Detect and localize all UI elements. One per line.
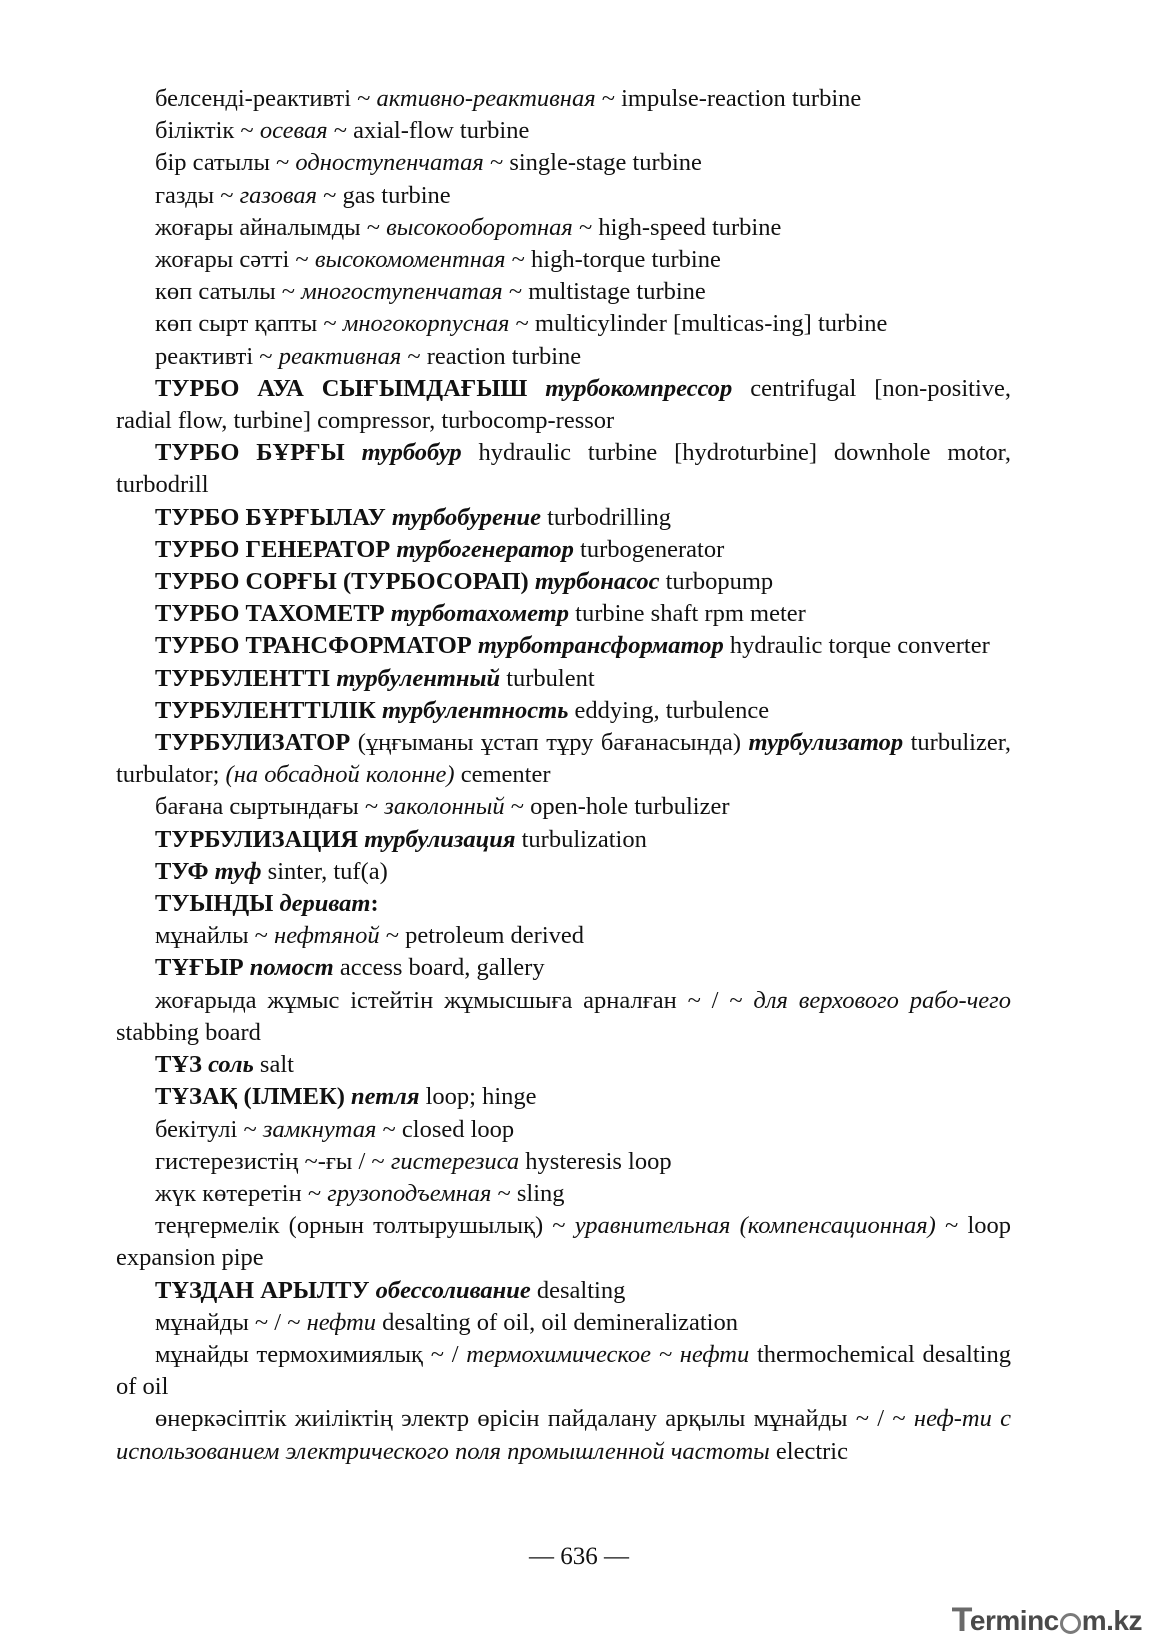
entry-text: electric [769,1437,848,1465]
entry-text: бір сатылы ~ [155,149,296,177]
entry-text: жоғары сәтті ~ [155,246,315,274]
entry-text: hysteresis loop [519,1147,672,1175]
entry-text: centrifugal [non-positive, radial flow, turbine] compressor, turbocomp-ressor [116,374,1012,435]
dictionary-entry [116,83,1011,115]
entry-text: desalting [530,1276,626,1304]
entry-russian-text: нефтяной [274,922,380,950]
entry-text: мұнайлы ~ [155,922,275,950]
dictionary-entry [116,212,1011,244]
dictionary-entry [116,1146,1011,1178]
entry-russian-term: турбулизатор [748,729,904,757]
dictionary-entry [116,147,1011,179]
entry-russian-term-wrap [391,600,569,627]
entry-russian-term-wrap [535,568,660,595]
entry-text: көп сатылы ~ [155,278,302,306]
entry-text: ~ petroleum derived [379,922,584,950]
dictionary-entry [116,437,1011,501]
entry-text: ~ multistage turbine [502,278,706,306]
entry-russian-term: турбулентный [336,664,501,692]
entry-russian-term-wrap [545,375,732,402]
entry-russian-text: для верхового рабо-чего [753,986,1011,1014]
entry-russian-text: высокооборотная [386,213,573,241]
dictionary-entry [116,1339,1011,1403]
entry-text: өнеркәсіптік жиіліктің электр өрісін пайдалану арқылы мұнайды ~ / ~ [155,1405,914,1433]
entry-russian-text: уравнительная (компенсационная) [574,1212,936,1240]
dictionary-entry [116,598,1011,630]
entry-russian-term: турботахометр [390,600,570,628]
entry-text: desalting of oil, oil demineralization [376,1308,738,1336]
dictionary-entry [116,373,1011,437]
entry-russian-term-wrap [376,1277,531,1304]
entry-headword: ТҰЗ [155,1051,209,1079]
entry-headword: ТУРБО ТРАНСФОРМАТОР [155,632,478,660]
entry-headword: ТУФ [155,857,215,885]
entry-headword: ТУРБО ТАХОМЕТР [155,600,391,628]
entry-russian-text: многокорпусная [342,310,510,338]
entry-russian-term: туф [214,857,262,885]
entry-russian-text: высокомоментная [314,246,506,274]
entry-russian-text: нефти [306,1308,377,1336]
entry-headword: ТУРБО БҰРҒЫ [155,439,362,467]
entry-text: ~ reaction turbine [401,342,582,370]
entry-russian-term-wrap [362,439,462,466]
dictionary-entry [116,1049,1011,1081]
dictionary-entry [116,1403,1011,1467]
entry-text: гистерезистің ~-ғы / ~ [155,1147,391,1175]
entry-text: жоғары айналымды ~ [155,213,387,241]
entry-russian-text: гистерезиса [390,1147,520,1175]
dictionary-entry [116,1178,1011,1210]
watermark-text-end: m.kz [1081,1604,1142,1636]
dictionary-entry [116,952,1011,984]
dictionary-entry [116,115,1011,147]
entry-headword: ТУРБО ГЕНЕРАТОР [155,535,397,563]
entry-russian-term-wrap [396,536,574,563]
entry-headword: ТУРБО СОРҒЫ (ТУРБОСОРАП) [155,568,535,596]
entry-russian-term-wrap [336,665,500,692]
entry-text: бағана сыртындағы ~ [155,793,385,821]
dictionary-entry [116,856,1011,888]
entry-headword: ТҰЗДАН АРЫЛТУ [155,1276,376,1304]
entry-russian-text: многоступенчатая [301,278,503,306]
dictionary-entry [116,985,1011,1049]
entry-russian-term-wrap [382,697,568,724]
dictionary-entry [116,502,1011,534]
dictionary-entry [116,1081,1011,1113]
entry-text: жүк көтеретін ~ [155,1179,328,1207]
entry-text: ~ sling [491,1179,565,1207]
entry-russian-term: турбобурение [391,503,541,531]
magnifier-icon [1060,1613,1081,1634]
watermark-text-middle: erminc [969,1604,1059,1636]
entry-text: stabbing board [116,1018,261,1046]
entry-headword: : [370,890,379,918]
entry-headword: ТУРБО БҰРҒЫЛАУ [155,503,392,531]
entry-russian-term-wrap [749,729,904,756]
entry-russian-text: (на обсадной колонне) [225,761,455,789]
dictionary-entry [116,695,1011,727]
entry-russian-text: осевая [259,117,328,145]
entry-headword: ТҰЗАҚ (ІЛМЕК) [155,1083,352,1111]
entry-russian-term: турбобур [361,439,462,467]
entry-headword: ТУРБУЛЕНТТІЛІК [155,696,382,724]
entry-text: salt [253,1051,294,1079]
entry-russian-text: термохимическое ~ нефти [466,1340,750,1368]
entry-text: көп сырт қапты ~ [155,310,343,338]
entry-text: access board, gallery [333,954,545,982]
dictionary-page-body [116,83,1011,1468]
entry-russian-term: турботрансформатор [477,632,724,660]
entry-text: біліктік ~ [155,117,260,145]
entry-text: мұнайды термохимиялық ~ / [155,1340,467,1368]
entry-text: loop; hinge [419,1083,537,1111]
entry-text: turbulent [500,664,595,692]
entry-text: ~ single-stage turbine [483,149,702,177]
entry-russian-term: помост [249,954,334,982]
entry-text: жоғарыда жұмыс істейтін жұмысшыға арналған ~ / ~ [155,986,754,1014]
entry-russian-text: грузоподъемная [327,1179,492,1207]
entry-text: thermochemical desalting of oil [116,1340,1011,1401]
dictionary-entry [116,308,1011,340]
entry-russian-term: турбулизация [364,825,516,853]
entry-russian-text: замкнутая [262,1115,377,1143]
dictionary-entry [116,824,1011,856]
dictionary-entry [116,566,1011,598]
entry-text: turbulizer, turbulator; [116,729,1011,789]
dictionary-entry [116,341,1011,373]
entry-text: ~ impulse-reaction turbine [595,85,862,112]
entry-text: белсенді-реактивті ~ [155,85,377,112]
dictionary-entry [116,791,1011,823]
entry-russian-term: турбогенератор [396,535,574,563]
dictionary-entry [116,727,1011,791]
entry-russian-term-wrap [215,858,262,885]
entry-russian-text: реактивная [278,342,402,370]
dictionary-entry [116,1307,1011,1339]
entry-text: sinter, tuf(a) [261,857,388,885]
page-number: — 636 — [529,1543,629,1570]
entry-russian-text: заколонный [384,793,505,821]
entry-headword: ТУРБУЛЕНТТІ [155,664,337,692]
entry-headword: ТУРБУЛИЗАТОР [155,729,358,757]
entry-text: turbine shaft rpm meter [569,600,806,628]
entry-text: turbodrilling [541,503,671,531]
entry-russian-term: петля [351,1083,420,1111]
dictionary-entry [116,534,1011,566]
dictionary-entry [116,276,1011,308]
entry-text: ~ multicylinder [multicas-ing] turbine [509,310,888,338]
entry-russian-text: одноступенчатая [295,149,484,177]
entry-headword: ТУРБУЛИЗАЦИЯ [155,825,365,853]
entry-text: ~ open-hole turbulizer [504,793,730,821]
entry-russian-term: обессоливание [375,1276,531,1304]
entry-russian-text: неф-ти с использованием электрического поля промышленной частоты [116,1405,1011,1465]
entry-text: cementer [454,761,551,789]
entry-russian-term-wrap [351,1083,419,1110]
entry-text: теңгермелік (орнын толтырушылық) ~ [155,1212,575,1240]
entry-russian-term-wrap [392,504,541,531]
entry-headword: ТҰҒЫР [155,954,250,982]
entry-text: газды ~ [155,181,240,209]
entry-text: мұнайды ~ / ~ [155,1308,307,1336]
entry-russian-term-wrap [478,632,724,659]
dictionary-entry [116,180,1011,212]
entry-text: ~ gas turbine [317,181,451,209]
entry-russian-term-wrap [250,954,334,981]
entry-text: hydraulic turbine [hydroturbine] downhole motor, turbodrill [116,439,1011,499]
entry-russian-term-wrap [364,826,515,853]
dictionary-entry [116,888,1011,920]
dictionary-entry [116,920,1011,952]
entry-text: (ұңғыманы ұстап тұру бағанасында) [357,729,749,757]
dictionary-entry [116,1114,1011,1146]
entry-russian-term: дериват [279,890,371,918]
entry-text: реактивті ~ [155,342,279,370]
entry-text: turbopump [659,568,774,596]
termincom-watermark-logo [952,1601,1142,1640]
dictionary-entry [116,630,1011,662]
entry-text: ~ axial-flow turbine [327,117,530,145]
entry-headword: ТУРБО АУА СЫҒЫМДАҒЫШ [155,374,546,402]
entry-text: ~ closed loop [376,1115,515,1143]
entry-russian-text: газовая [239,181,317,209]
dictionary-entry [116,244,1011,276]
entry-text: бекітулі ~ [155,1115,263,1143]
entry-text: eddying, turbulence [568,696,770,724]
dictionary-entry [116,663,1011,695]
entry-russian-text: активно-реактивная [376,85,596,112]
entry-russian-term: турбокомпрессор [545,374,733,402]
entry-text: hydraulic torque converter [723,632,990,660]
watermark-letter-t: T [951,1601,972,1639]
entry-russian-term-wrap [208,1051,254,1078]
entry-russian-term: турбулентность [381,696,569,724]
entry-text: turbogenerator [573,535,725,563]
entry-russian-term: соль [208,1051,254,1079]
entry-headword: ТУЫНДЫ [155,890,280,918]
entry-text: ~ high-speed turbine [572,213,782,241]
entry-russian-term-wrap [279,890,370,917]
entry-text: ~ loop expansion pipe [116,1212,1011,1272]
dictionary-entry [116,1275,1011,1307]
entry-russian-term: турбонасос [534,568,660,596]
dictionary-entry [116,1210,1011,1274]
entry-text: ~ high-torque turbine [505,246,721,274]
entry-text: turbulization [515,825,647,853]
